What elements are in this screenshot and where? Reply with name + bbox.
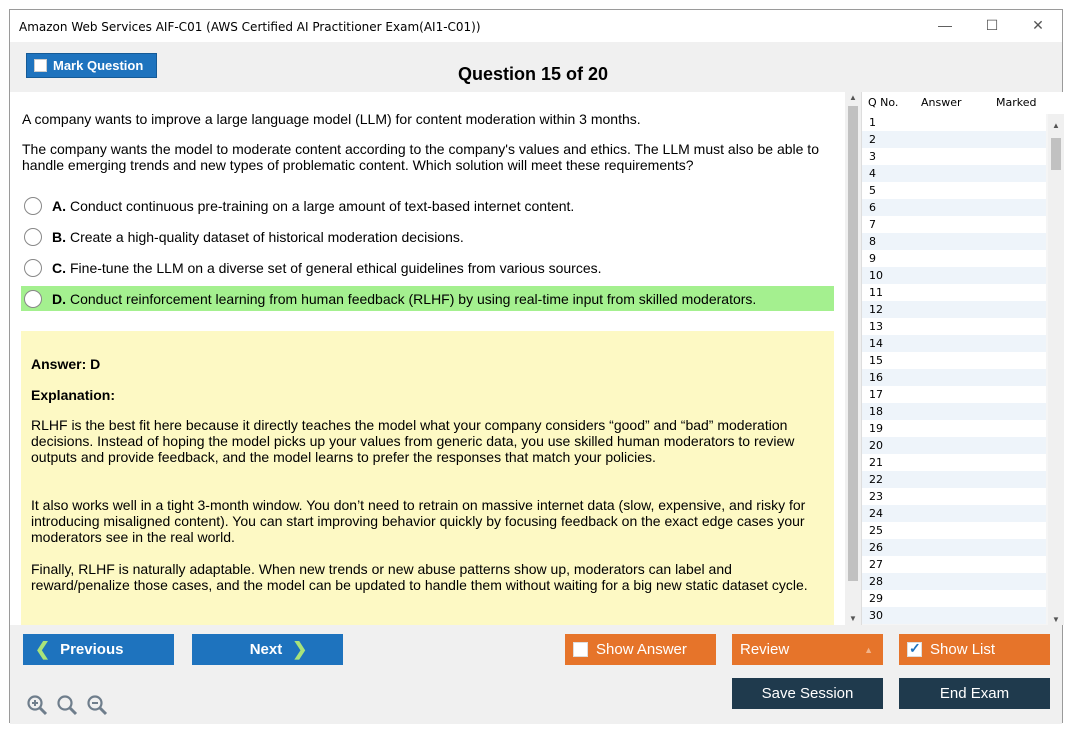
previous-button[interactable] (23, 634, 174, 665)
answer-explanation-panel (21, 331, 834, 631)
previous-label: Previous (60, 641, 124, 658)
question-list-row[interactable] (862, 233, 1046, 250)
zoom-out-icon[interactable] (86, 694, 108, 722)
option-b[interactable] (21, 224, 834, 249)
minimize-icon[interactable]: — (938, 17, 952, 33)
question-number: 17 (869, 388, 883, 401)
chevron-up-icon: ▲ (864, 644, 873, 655)
radio-button[interactable] (24, 197, 42, 215)
radio-button[interactable] (24, 259, 42, 277)
question-list-row[interactable] (862, 114, 1046, 131)
question-list-row[interactable] (862, 216, 1046, 233)
question-list-row[interactable] (862, 556, 1046, 573)
scrollbar-thumb[interactable] (1051, 138, 1061, 170)
explanation-label: Explanation: (31, 387, 116, 403)
review-label: Review (740, 641, 790, 658)
question-number: 29 (869, 592, 883, 605)
zoom-reset-icon[interactable] (56, 694, 78, 722)
question-number: 13 (869, 320, 883, 333)
next-button[interactable] (192, 634, 343, 665)
question-stem-line1: A company wants to improve a large language model (LLM) for content moderation within 3 months. (22, 111, 641, 127)
option-text: Create a high-quality dataset of historical moderation decisions. (70, 228, 464, 245)
explanation-paragraph-1: RLHF is the best fit here because it directly teaches the model what your company considers “good” and “bad” moderation decisions. Instead of hoping the model picks up your values from generic data, you use skilled human moderators to review outputs and provide feedback, and the model learns to prefer the responses that match your policies. (31, 417, 795, 465)
question-number: 20 (869, 439, 883, 452)
question-content (10, 92, 859, 625)
scroll-down-icon[interactable]: ▼ (849, 614, 857, 623)
end-exam-button[interactable] (899, 678, 1050, 709)
save-session-button[interactable] (732, 678, 883, 709)
mark-question-label: Mark Question (53, 58, 144, 73)
option-c[interactable] (21, 255, 834, 280)
question-list-row[interactable] (862, 318, 1046, 335)
checkbox-icon (573, 642, 588, 657)
question-number: 27 (869, 558, 883, 571)
bottom-toolbar (10, 625, 1062, 724)
option-letter: B. (52, 228, 66, 245)
question-number: 1 (869, 116, 876, 129)
question-list-panel (861, 92, 1064, 625)
question-number: 23 (869, 490, 883, 503)
option-a[interactable] (21, 193, 834, 218)
question-number: 4 (869, 167, 876, 180)
chevron-right-icon: ❯ (292, 639, 308, 659)
question-list-row[interactable] (862, 522, 1046, 539)
question-list-row[interactable] (862, 199, 1046, 216)
option-text: Conduct continuous pre-training on a large amount of text-based internet content. (70, 197, 575, 214)
question-list-row[interactable] (862, 182, 1046, 199)
question-number: 12 (869, 303, 883, 316)
zoom-in-icon[interactable] (26, 694, 48, 722)
question-number: 16 (869, 371, 883, 384)
next-label: Next (249, 641, 283, 658)
question-list-row[interactable] (862, 165, 1046, 182)
radio-button[interactable] (24, 228, 42, 246)
question-number: 25 (869, 524, 883, 537)
question-list-row[interactable] (862, 573, 1046, 590)
question-list-scrollbar[interactable] (1048, 114, 1064, 625)
answer-line: Answer: D (31, 356, 101, 372)
question-list-rows (862, 114, 1046, 625)
show-list-label: Show List (930, 641, 996, 658)
question-number: 15 (869, 354, 883, 367)
question-number: 10 (869, 269, 883, 282)
question-number: 5 (869, 184, 876, 197)
question-number: 28 (869, 575, 883, 588)
option-letter: D. (52, 290, 66, 307)
question-number: 30 (869, 609, 883, 622)
question-list-row[interactable] (862, 437, 1046, 454)
explanation-paragraph-2: It also works well in a tight 3-month window. You don’t need to retrain on massive internet data (slow, expensive, and risky for introducing misaligned content). You can start improving behavior quickly by focusing feedback on the exact edge cases your moderators see in the real world. (31, 497, 806, 545)
explanation-paragraph-3: Finally, RLHF is naturally adaptable. When new trends or new abuse patterns show up, moderators can label and reward/penalize those cases, and the model can be updated to handle them without waiting for a big new static dataset cycle. (31, 561, 808, 593)
radio-button[interactable] (24, 290, 42, 308)
question-stem-line2: The company wants the model to moderate content according to the company's values and ethics. The LLM must also be able to handle emerging trends and new types of problematic content. Which solution will meet these requirements? (22, 141, 819, 173)
question-number: 14 (869, 337, 883, 350)
scrollbar-thumb[interactable] (848, 106, 858, 581)
question-number: 11 (869, 286, 883, 299)
scroll-up-icon[interactable]: ▲ (849, 93, 857, 102)
question-number: 21 (869, 456, 883, 469)
question-list-row[interactable] (862, 420, 1046, 437)
option-letter: A. (52, 197, 66, 214)
question-list-row[interactable] (862, 301, 1046, 318)
question-number: 22 (869, 473, 883, 486)
question-list-row[interactable] (862, 403, 1046, 420)
title-bar (10, 10, 1062, 42)
chevron-left-icon: ❮ (35, 639, 51, 659)
question-title: Question 15 of 20 (457, 64, 609, 84)
question-list-row[interactable] (862, 488, 1046, 505)
question-header (10, 42, 1062, 92)
show-answer-label: Show Answer (596, 641, 687, 658)
question-list-row[interactable] (862, 335, 1046, 352)
save-session-label: Save Session (761, 685, 854, 702)
question-list-header (862, 92, 1064, 114)
question-list-row[interactable] (862, 352, 1046, 369)
question-list-row[interactable] (862, 131, 1046, 148)
question-list-row[interactable] (862, 454, 1046, 471)
option-d[interactable] (21, 286, 834, 311)
column-marked: Marked (996, 96, 1037, 109)
question-list-row[interactable] (862, 607, 1046, 624)
question-list-row[interactable] (862, 148, 1046, 165)
question-list-row[interactable] (862, 539, 1046, 556)
question-list-row[interactable] (862, 386, 1046, 403)
option-text: Fine-tune the LLM on a diverse set of general ethical guidelines from various sources. (70, 259, 602, 276)
question-list-row[interactable] (862, 369, 1046, 386)
question-number: 7 (869, 218, 876, 231)
maximize-icon[interactable]: ☐ (985, 17, 999, 33)
question-number: 9 (869, 252, 876, 265)
question-number: 3 (869, 150, 876, 163)
question-number: 6 (869, 201, 876, 214)
question-list-row[interactable] (862, 471, 1046, 488)
question-number: 18 (869, 405, 883, 418)
question-number: 26 (869, 541, 883, 554)
question-number: 2 (869, 133, 876, 146)
question-list-row[interactable] (862, 250, 1046, 267)
window-title: Amazon Web Services AIF-C01 (AWS Certified AI Practitioner Exam(AI1-C01)) (19, 20, 481, 34)
question-number: 8 (869, 235, 876, 248)
question-list-row[interactable] (862, 590, 1046, 607)
option-text: Conduct reinforcement learning from human feedback (RLHF) by using real-time input from skilled moderators. (70, 290, 757, 307)
question-list-row[interactable] (862, 267, 1046, 284)
show-answer-button[interactable] (565, 634, 716, 665)
column-qno: Q No. (868, 96, 899, 109)
question-list-row[interactable] (862, 284, 1046, 301)
end-exam-label: End Exam (939, 685, 1010, 702)
option-letter: C. (52, 259, 66, 276)
review-dropdown[interactable] (732, 634, 883, 665)
question-list-row[interactable] (862, 505, 1046, 522)
show-list-button[interactable] (899, 634, 1050, 665)
question-number: 19 (869, 422, 883, 435)
checkbox-checked-icon (907, 642, 922, 657)
scroll-down-icon[interactable]: ▼ (1052, 615, 1060, 624)
close-icon[interactable]: ✕ (1032, 17, 1044, 33)
scroll-up-icon[interactable]: ▲ (1052, 121, 1060, 130)
exam-window (9, 9, 1063, 723)
column-answer: Answer (921, 96, 962, 109)
content-scrollbar[interactable] (845, 92, 861, 625)
question-number: 24 (869, 507, 883, 520)
